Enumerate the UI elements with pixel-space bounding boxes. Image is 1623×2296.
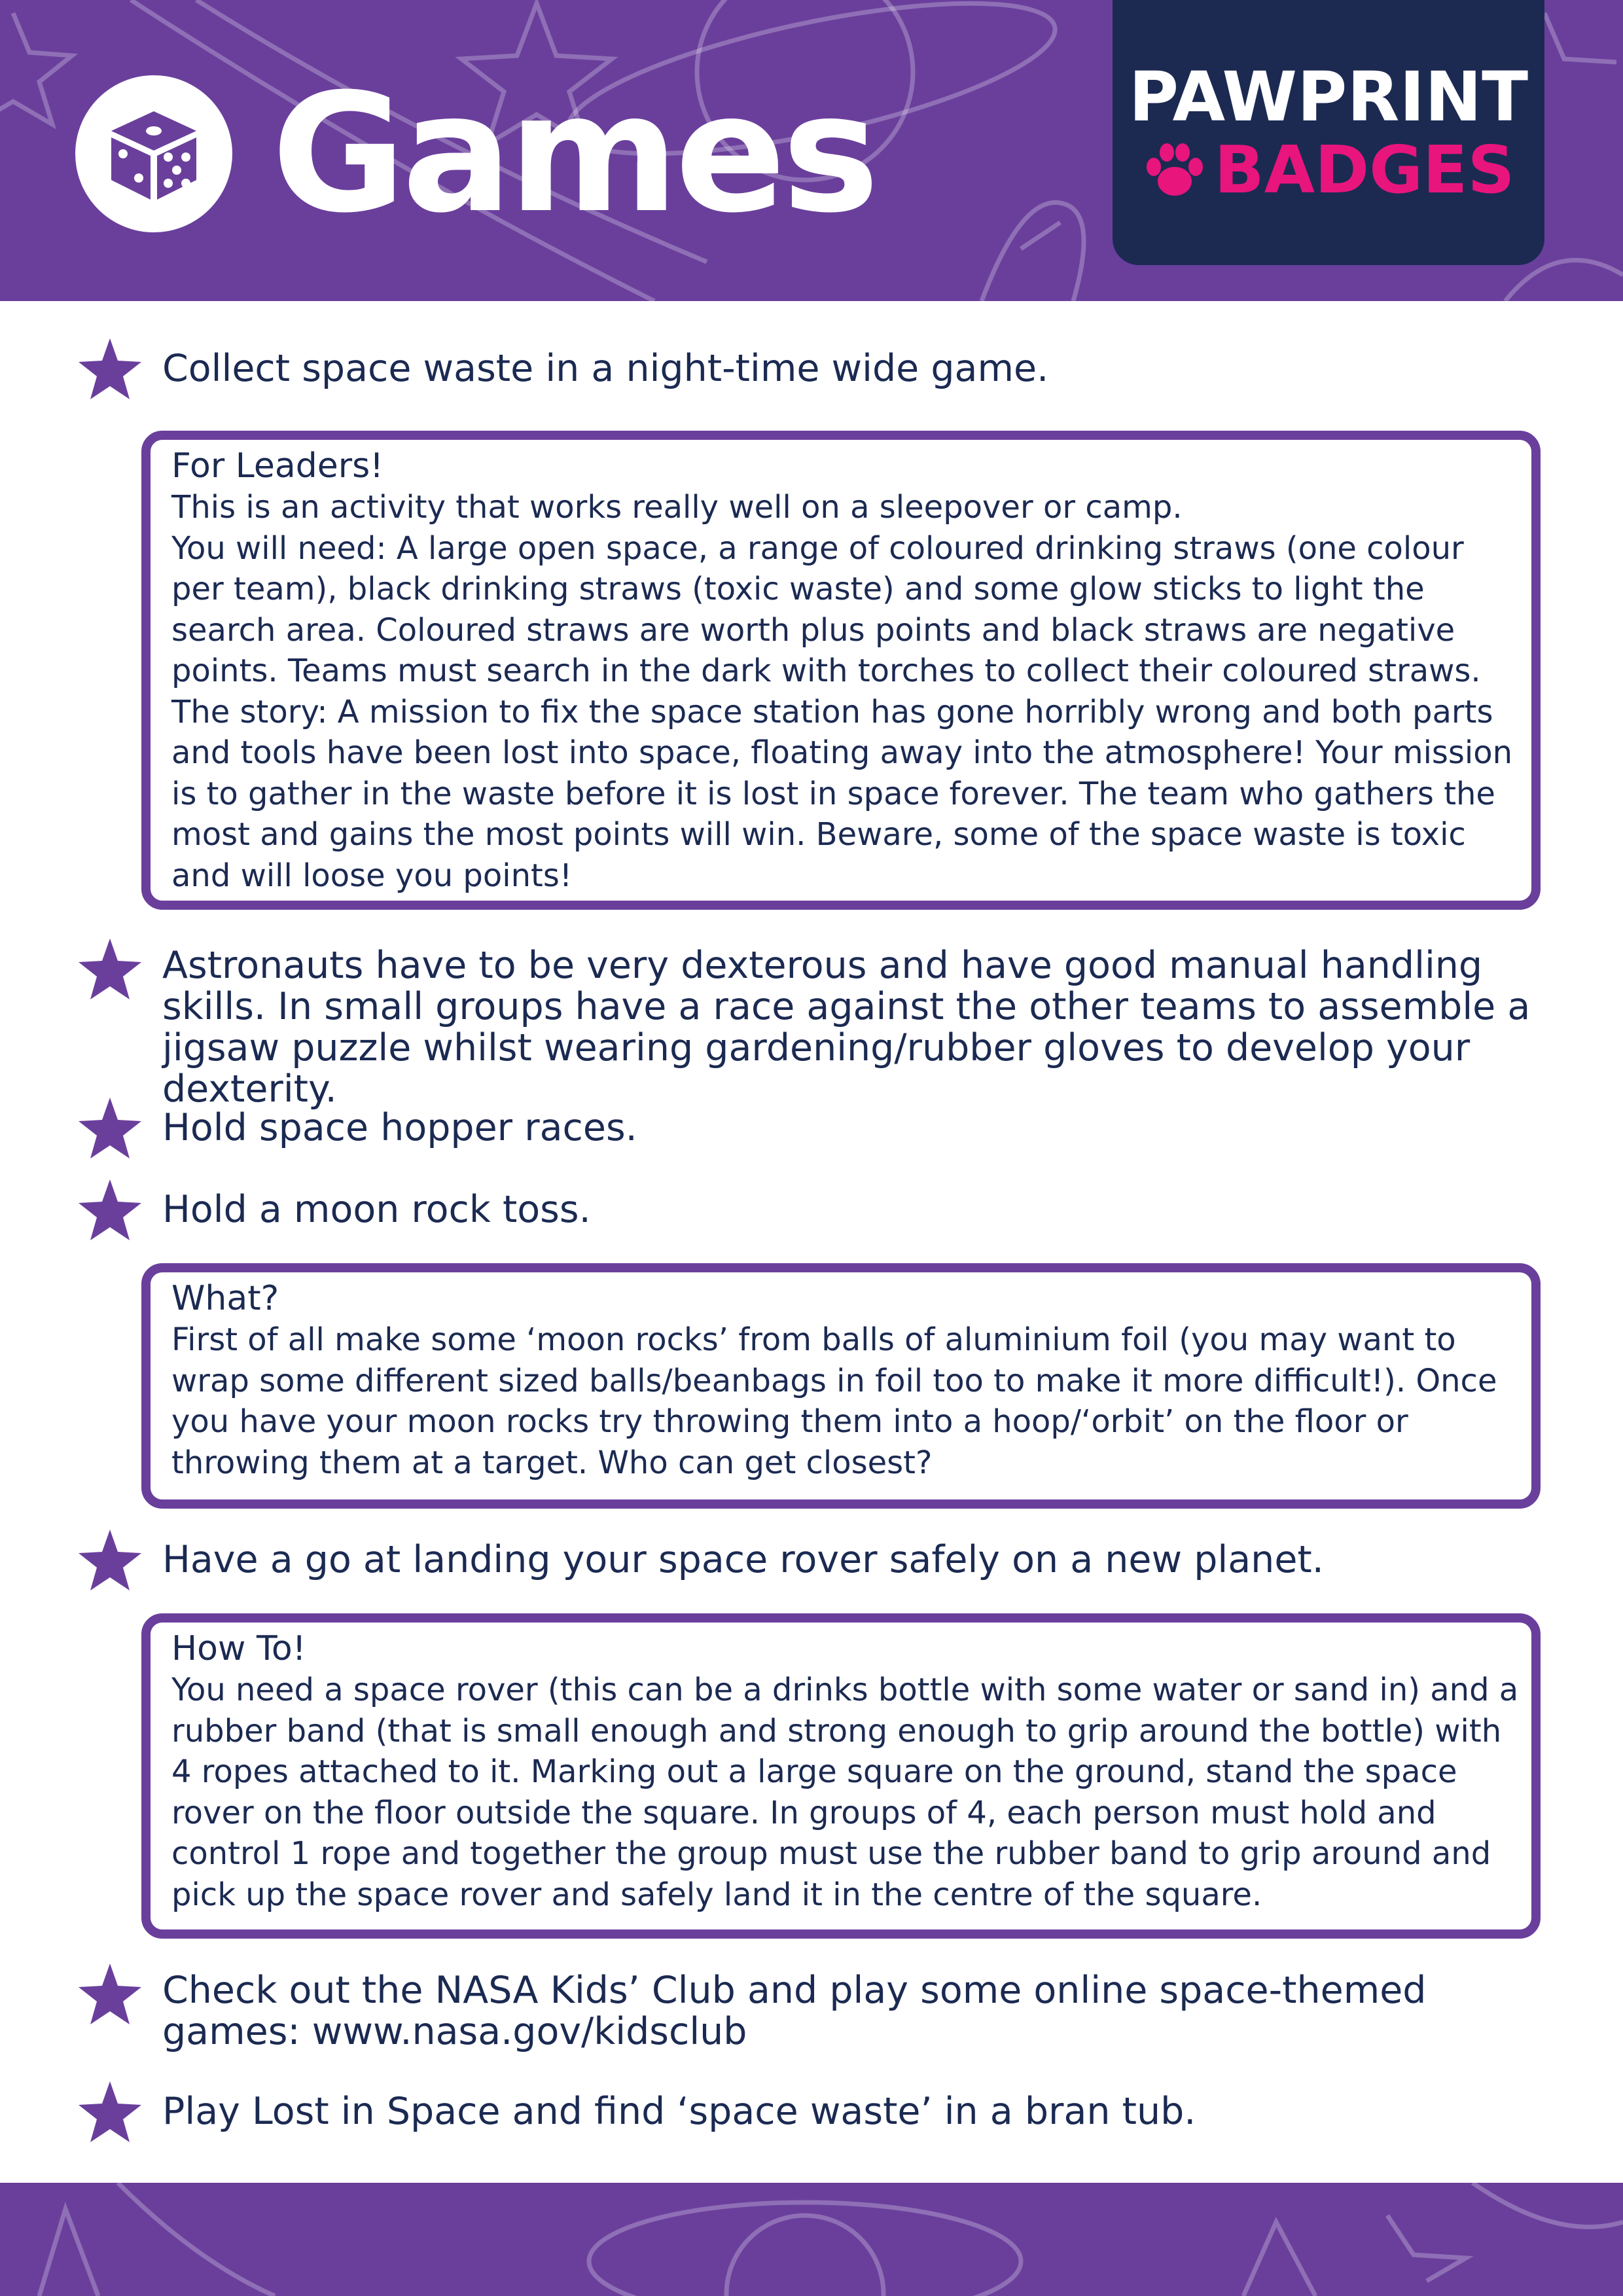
info-box-how-to (141, 1613, 1541, 1939)
box-text: First of all make some ‘moon rocks’ from balls of aluminium foil (you may want to wrap some different sized balls/beanbags in foil too to make it more difficult!). Once you have your moon rocks try throwing them into a hoop/‘orbit’ on the floor or throwing them at a target. Who can get closest? (171, 1321, 1497, 1481)
list-item: Check out the NASA Kids’ Club and play some online space-themed games: www.nasa.gov/kidsclub (162, 1969, 1427, 2053)
page-title: Games (272, 58, 876, 249)
star-icon (77, 1528, 143, 1594)
star-icon (77, 1096, 143, 1162)
star-icon (77, 1178, 143, 1244)
box-title: How To! (171, 1629, 306, 1668)
list-item: Have a go at landing your space rover safely on a new planet. (162, 1538, 1324, 1581)
title-group (75, 58, 876, 249)
info-box-leaders (141, 431, 1541, 910)
logo-text-bottom: BADGES (1214, 131, 1515, 208)
list-item: Hold a moon rock toss. (162, 1188, 591, 1231)
box-title: What? (171, 1279, 279, 1318)
star-icon (77, 2080, 143, 2145)
star-icon (77, 337, 143, 403)
logo-row-bottom (1142, 131, 1515, 208)
logo-text-top: PAWPRINT (1128, 56, 1529, 137)
list-item: Collect space waste in a night-time wide game. (162, 347, 1049, 390)
box-text: This is an activity that works really well on a sleepover or camp. You will need: A large open space, a range of coloured drinking straws (one colour per team), black drinking straws (toxic waste) and some glow sticks to light the search area. Coloured straws are worth plus points and black straws are negative points. Teams must search in the dark with torches to collect their coloured straws. The story: A mission to fix the space station has gone horribly wrong and both parts and tools have been lost into space, floating away into the atmosphere! Your mission is to gather in the waste before it is lost in space forever. The team who gathers the most and gains the most points will win. Beware, some of the space waste is toxic and will loose you points! (171, 489, 1513, 894)
dice-icon (75, 75, 232, 232)
page-footer (0, 2183, 1623, 2296)
star-icon (77, 937, 143, 1003)
paw-icon (1142, 141, 1207, 200)
page-header (0, 0, 1623, 301)
list-item: Hold space hopper races. (162, 1106, 637, 1149)
list-item: Play Lost in Space and find ‘space waste’ in a bran tub. (162, 2090, 1196, 2133)
star-icon (77, 1962, 143, 2028)
info-box-what (141, 1263, 1541, 1509)
box-title: For Leaders! (171, 446, 384, 486)
space-decoration (0, 2183, 1623, 2296)
brand-logo (1113, 0, 1544, 265)
list-item: Astronauts have to be very dexterous and have good manual handling skills. In small groups have a race against the other teams to assemble a jigsaw puzzle whilst wearing gardening/rubber gloves to develop your dexterity. (162, 944, 1531, 1111)
box-text: You need a space rover (this can be a drinks bottle with some water or sand in) and a rubber band (that is small enough and strong enough to grip around the bottle) with 4 ropes attached to it. Marking out a large square on the ground, stand the space rover on the floor outside the square. In groups of 4, each person must hold and control 1 rope and together the group must use the rubber band to grip around and pick up the space rover and safely land it in the centre of the square. (171, 1672, 1519, 1913)
